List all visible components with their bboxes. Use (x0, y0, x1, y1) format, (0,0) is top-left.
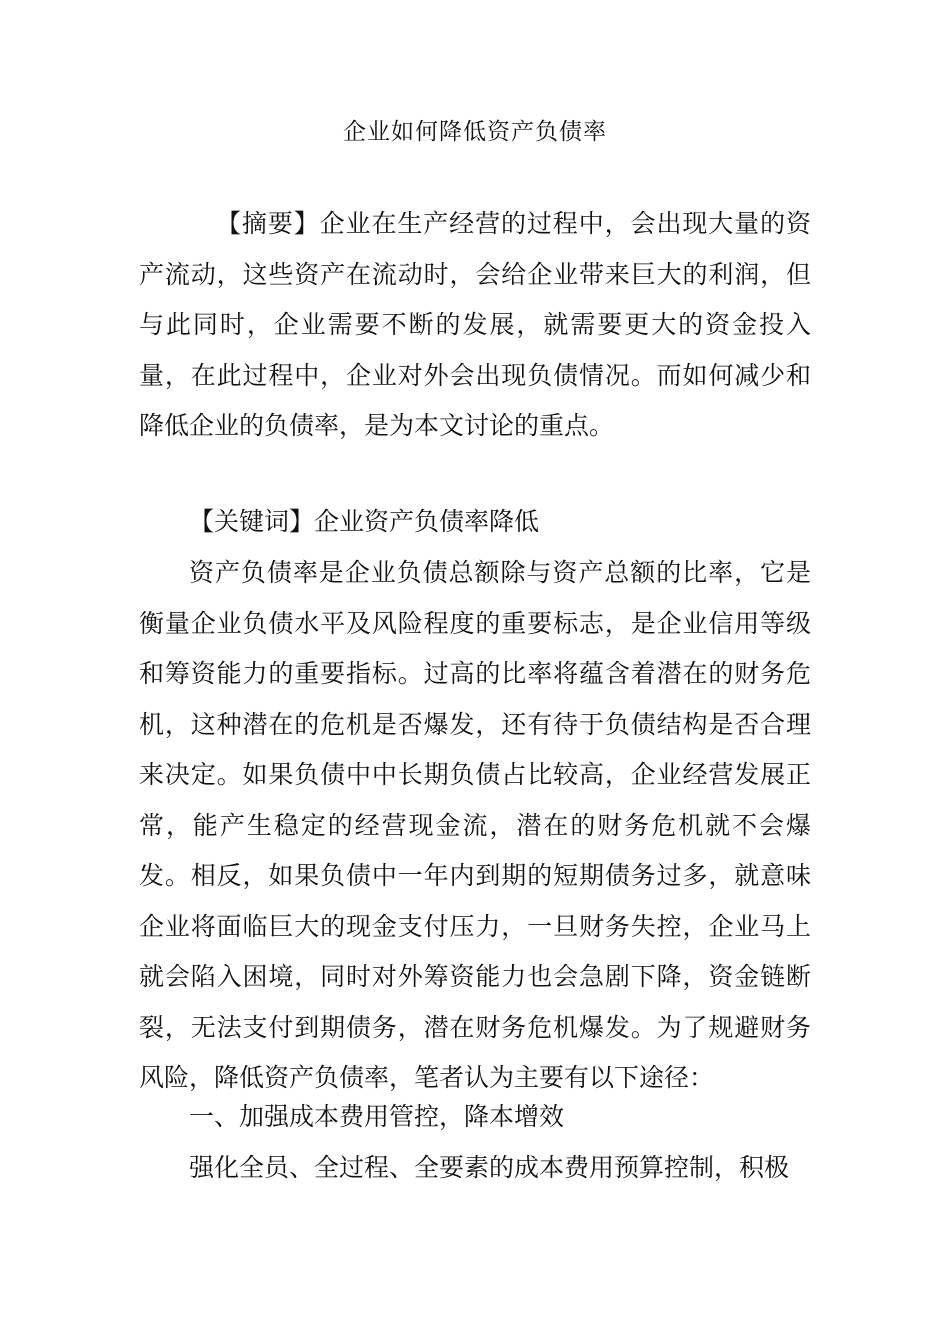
section-heading-1: 一、加强成本费用管控，降本增效 (189, 1102, 565, 1131)
body-paragraph-2: 强化全员、全过程、全要素的成本费用预算控制，积极 (189, 1153, 790, 1182)
abstract-paragraph: 【摘要】企业在生产经营的过程中，会出现大量的资产流动，这些资产在流动时，会给企业带来巨大的利润，但与此同时，企业需要不断的发展，就需要更大的资金投入量，在此过程中，企业对外会出现负债情况。而如何减少和降低企业的负债率，是为本文讨论的重点。 (139, 209, 811, 440)
body-paragraph-1: 资产负债率是企业负债总额除与资产总额的比率，它是衡量企业负债水平及风险程度的重要标志，是企业信用等级和筹资能力的重要指标。过高的比率将蕴含着潜在的财务危机，这种潜在的危机是否爆发，还有待于负债结构是否合理来决定。如果负债中中长期负债占比较高，企业经营发展正常，能产生稳定的经营现金流，潜在的财务危机就不会爆发。相反，如果负债中一年内到期的短期债务过多，就意味企业将面临巨大的现金支付压力，一旦财务失控，企业马上就会陷入困境，同时对外筹资能力也会急剧下降，资金链断裂，无法支付到期债务，潜在财务危机爆发。为了规避财务风险，降低资产负债率，笔者认为主要有以下途径： (139, 558, 811, 1092)
keywords-line: 【关键词】企业资产负债率降低 (189, 507, 540, 536)
document-title: 企业如何降低资产负债率 (343, 119, 607, 145)
